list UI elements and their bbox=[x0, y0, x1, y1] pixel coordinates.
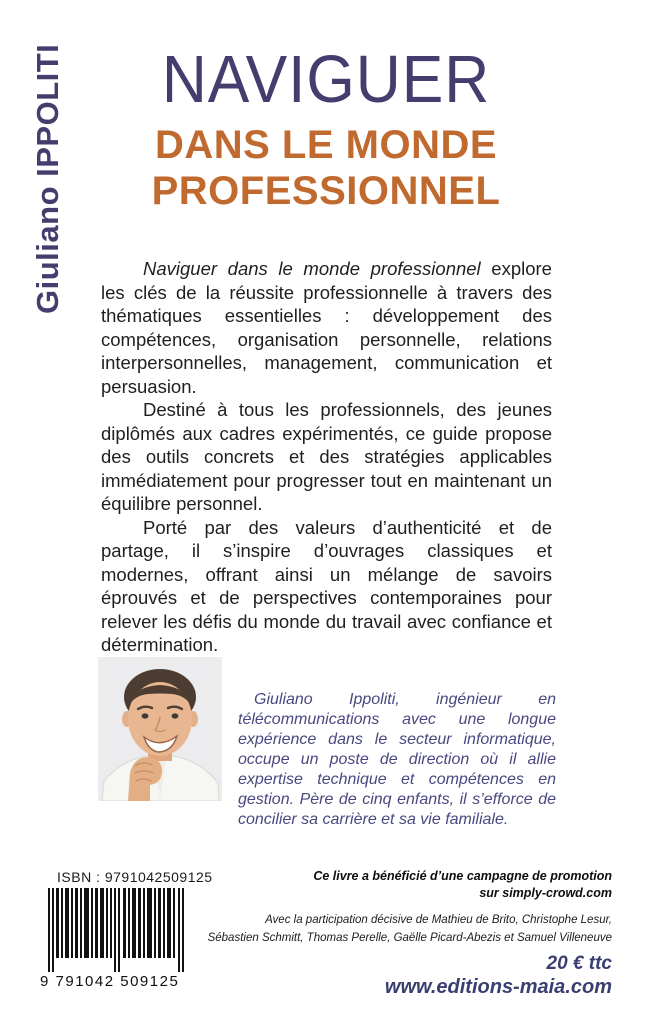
price: 20 € ttc bbox=[546, 953, 612, 974]
author-photo bbox=[98, 657, 222, 801]
synopsis-paragraph-2: Destiné à tous les professionnels, des jeunes diplômés aux cadres expérimentés, ce guide propose des outils concrets et des stratégies applicables immédiatement pour progresser tout en maintenant un équilibre personnel. bbox=[101, 399, 552, 514]
isbn-label: ISBN : 9791042509125 bbox=[57, 869, 213, 885]
synopsis-paragraph-1 bbox=[101, 257, 552, 398]
book-subtitle-line2: PROFESSIONNEL bbox=[151, 169, 501, 214]
author-bio: Giuliano Ippoliti, ingénieur en télécommunications avec une longue expérience dans le secteur informatique, occupe un poste de direction où il allie expertise technique et compétences en gestion. Père de cinq enfants, il s’efforce de concilier sa carrière et sa vie familiale. bbox=[238, 691, 556, 828]
barcode-digits: 9 791042 509125 bbox=[40, 973, 180, 988]
barcode bbox=[40, 888, 190, 988]
book-subtitle-line1: DANS LE MONDE bbox=[154, 123, 498, 167]
promo-note bbox=[313, 868, 612, 902]
contributors-line2: Sébastien Schmitt, Thomas Perelle, Gaëlle Picard-Abezis et Samuel Villeneuve bbox=[207, 932, 612, 944]
book-subtitle bbox=[100, 122, 552, 215]
author-name-vertical: Giuliano IPPOLITI bbox=[30, 43, 65, 314]
promo-line1: Ce livre a bénéficié d’une campagne de promotion bbox=[313, 869, 612, 883]
synopsis-paragraph-1-text: explore les clés de la réussite professionnelle à travers des thématiques essentielles : développement des compétences, organisation personnelle, relations interpersonnelles, management, communication et persuasion. bbox=[101, 258, 552, 397]
title-block bbox=[100, 42, 552, 215]
book-title-main: NAVIGUER bbox=[161, 42, 491, 117]
synopsis bbox=[101, 257, 552, 657]
synopsis-paragraph-3: Porté par des valeurs d’authenticité et de partage, il s’inspire d’ouvrages classiques et modernes, offrant ainsi un mélange de savoirs éprouvés et de perspectives contemporaines pour relever les défis du monde du travail avec confiance et détermination. bbox=[101, 516, 552, 655]
publisher-website: www.editions-maia.com bbox=[384, 976, 612, 998]
barcode-bars bbox=[48, 888, 184, 972]
synopsis-book-title: Naviguer dans le monde professionnel bbox=[143, 258, 481, 279]
promo-line2: sur simply-crowd.com bbox=[479, 886, 612, 900]
contributors-line1: Avec la participation décisive de Mathieu de Brito, Christophe Lesur, bbox=[265, 914, 612, 926]
contributors bbox=[208, 911, 612, 947]
